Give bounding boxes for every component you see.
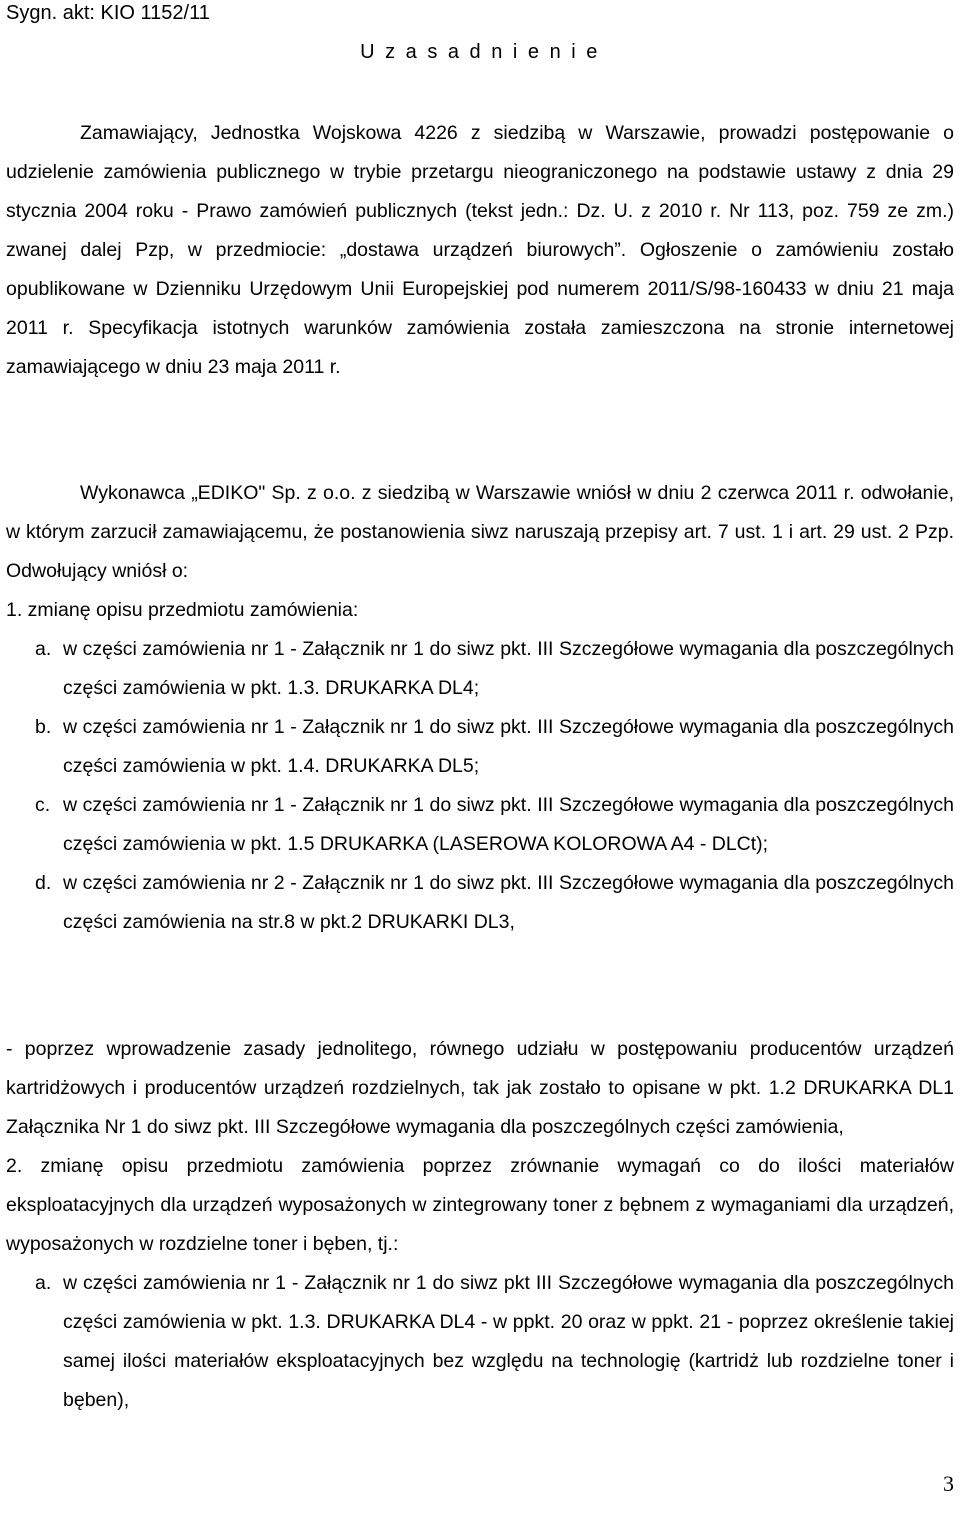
intro-paragraph: Zamawiający, Jednostka Wojskowa 4226 z siedzibą w Warszawie, prowadzi postępowanie o udzielenie zamówienia publicznego w trybie przetargu nieograniczonego na podstawie ustawy z dnia 29 stycznia 2004 roku - Prawo zamówień publicznych (tekst jedn.: Dz. U. z 2010 r. Nr 113, poz. 759 ze zm.) zwanej dalej Pzp, w przedmiocie: „dostawa urządzeń biurowych”. Ogłoszenie o zamówieniu zostało opublikowane w Dzienniku Urzędowym Unii Europejskiej pod numerem 2011/S/98-160433 w dniu 21 maja 2011 r. Specyfikacja istotnych warunków zamówienia została zamieszczona na stronie internetowej zamawiającego w dniu 23 maja 2011 r.	[6, 122, 954, 378]
request-2-paragraph: 2. zmianę opisu przedmiotu zamówienia poprzez zrównanie wymagań co do ilości materiałów eksploatacyjnych dla urządzeń wyposażonych w zintegrowany toner z bębnem z wymaganiami dla urządzeń, wyposażonych w rozdzielne toner i bęben, tj.:	[6, 1155, 954, 1255]
page-number: 3	[943, 1471, 954, 1496]
list-marker: a.	[35, 638, 52, 660]
list-item	[6, 630, 954, 708]
document-title: U z a s a d n i e n i e	[360, 41, 600, 63]
list-item	[6, 708, 954, 786]
request-1-list	[6, 630, 954, 942]
list-item	[6, 864, 954, 942]
request-1-heading: 1. zmianę opisu przedmiotu zamówienia:	[6, 599, 359, 621]
list-item-text: w części zamówienia nr 1 - Załącznik nr 1 do siwz pkt III Szczegółowe wymagania dla poszczególnych części zamówienia w pkt. 1.3. DRUKARKA DL4 - w ppkt. 20 oraz w ppkt. 21 - poprzez określenie takiej samej ilości materiałów eksploatacyjnych bez względu na technologię (kartridż lub rozdzielne toner i bęben),	[63, 1272, 954, 1411]
list-item	[6, 786, 954, 864]
list-item	[6, 1264, 954, 1420]
case-signature: Sygn. akt: KIO 1152/11	[6, 2, 210, 24]
list-item-text: w części zamówienia nr 1 - Załącznik nr 1 do siwz pkt. III Szczegółowe wymagania dla poszczególnych części zamówienia w pkt. 1.3. DRUKARKA DL4;	[63, 638, 954, 699]
list-item-text: w części zamówienia nr 1 - Załącznik nr 1 do siwz pkt. III Szczegółowe wymagania dla poszczególnych części zamówienia w pkt. 1.4. DRUKARKA DL5;	[63, 716, 954, 777]
list-marker: d.	[35, 872, 52, 894]
appeal-paragraph: Wykonawca „EDIKO" Sp. z o.o. z siedzibą w Warszawie wniósł w dniu 2 czerwca 2011 r. odwołanie, w którym zarzucił zamawiającemu, że postanowienia siwz naruszają przepisy art. 7 ust. 1 i art. 29 ust. 2 Pzp. Odwołujący wniósł o:	[6, 482, 954, 582]
request-2-list	[6, 1264, 954, 1420]
list-marker: b.	[35, 716, 52, 738]
list-item-text: w części zamówienia nr 1 - Załącznik nr 1 do siwz pkt. III Szczegółowe wymagania dla poszczególnych części zamówienia w pkt. 1.5 DRUKARKA (LASEROWA KOLOROWA A4 - DLCt);	[63, 794, 954, 855]
equal-participation-paragraph: - poprzez wprowadzenie zasady jednolitego, równego udziału w postępowaniu producentów urządzeń kartridżowych i producentów urządzeń rozdzielnych, tak jak zostało to opisane w pkt. 1.2 DRUKARKA DL1 Załącznika Nr 1 do siwz pkt. III Szczegółowe wymagania dla poszczególnych części zamówienia,	[6, 1038, 954, 1138]
list-marker: a.	[35, 1272, 52, 1294]
list-marker: c.	[35, 794, 51, 816]
list-item-text: w części zamówienia nr 2 - Załącznik nr 1 do siwz pkt. III Szczegółowe wymagania dla poszczególnych części zamówienia na str.8 w pkt.2 DRUKARKI DL3,	[63, 872, 954, 933]
